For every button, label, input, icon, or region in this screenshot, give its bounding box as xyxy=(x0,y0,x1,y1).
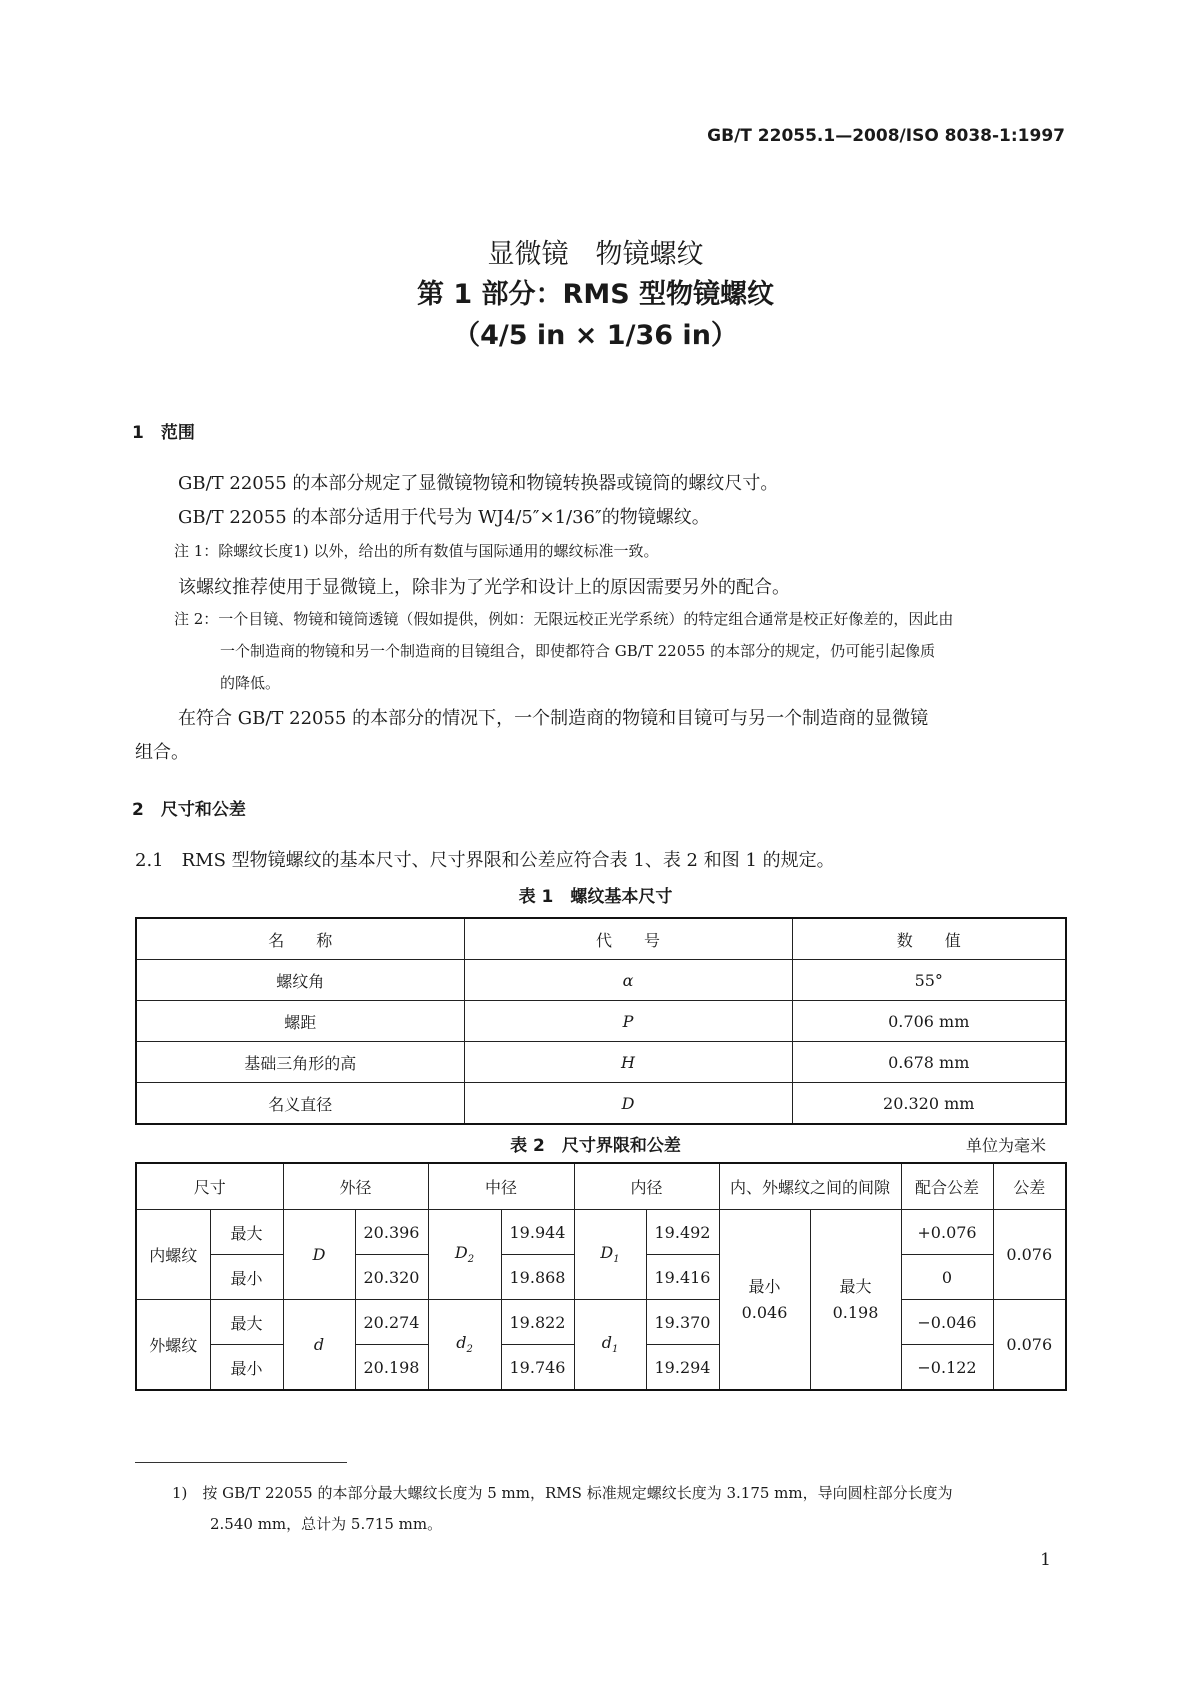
cell: −0.046 xyxy=(901,1300,993,1345)
header-cell: 公差 xyxy=(993,1163,1066,1210)
cell: D xyxy=(464,1083,792,1125)
cell: 名义直径 xyxy=(136,1083,464,1125)
header-cell: 配合公差 xyxy=(901,1163,993,1210)
symbol: $D_2$ xyxy=(428,1210,501,1300)
section-1-heading: 1 范围 xyxy=(132,423,195,443)
header-cell: 中径 xyxy=(428,1163,574,1210)
cell: 螺纹角 xyxy=(136,960,464,1001)
note-1: 注 1：除螺纹长度1) 以外，给出的所有数值与国际通用的螺纹标准一致。 xyxy=(174,542,659,560)
cell: 19.746 xyxy=(501,1345,574,1391)
section-2-heading: 2 尺寸和公差 xyxy=(132,800,246,820)
cell: 20.396 xyxy=(355,1210,428,1255)
cell: 19.868 xyxy=(501,1255,574,1300)
table-header-row xyxy=(136,1163,1066,1210)
cell: 19.944 xyxy=(501,1210,574,1255)
cell: 0.706 mm xyxy=(792,1001,1066,1042)
header-cell: 尺寸 xyxy=(136,1163,283,1210)
value: 0.046 xyxy=(741,1302,788,1322)
paragraph: GB/T 22055 的本部分适用于代号为 WJ4/5″×1/36″的物镜螺纹。 xyxy=(178,507,710,528)
cell: 19.492 xyxy=(646,1210,719,1255)
symbol: $D_1$ xyxy=(574,1210,646,1300)
cell: +0.076 xyxy=(901,1210,993,1255)
table-header-row xyxy=(136,918,1066,960)
header-cell: 数 值 xyxy=(792,918,1066,960)
note-2-cont: 的降低。 xyxy=(220,674,281,692)
cell: 最小 xyxy=(210,1255,283,1300)
cell: 19.416 xyxy=(646,1255,719,1300)
paragraph: GB/T 22055 的本部分规定了显微镜物镜和物镜转换器或镜筒的螺纹尺寸。 xyxy=(178,473,779,494)
note-2-cont: 一个制造商的物镜和另一个制造商的目镜组合，即使都符合 GB/T 22055 的本部分的规定，仍可能引起像质 xyxy=(220,642,936,660)
symbol: D xyxy=(283,1210,355,1300)
note-2: 注 2：一个目镜、物镜和镜筒透镜（假如提供，例如：无限远校正光学系统）的特定组合通常是校正好像差的，因此由 xyxy=(174,610,954,628)
paragraph: 在符合 GB/T 22055 的本部分的情况下，一个制造商的物镜和目镜可与另一个制造商的显微镜 xyxy=(178,708,929,729)
title-line-1: 显微镜 物镜螺纹 xyxy=(487,239,704,270)
row-label: 外螺纹 xyxy=(136,1300,210,1391)
cell: 19.822 xyxy=(501,1300,574,1345)
clearance-max xyxy=(810,1210,901,1391)
cell: 19.370 xyxy=(646,1300,719,1345)
header-cell: 内、外螺纹之间的间隙 xyxy=(719,1163,901,1210)
cell: 20.320 xyxy=(355,1255,428,1300)
table-row xyxy=(136,1083,1066,1125)
symbol: $d_1$ xyxy=(574,1300,646,1391)
page-number: 1 xyxy=(1040,1550,1051,1570)
label: 最小 xyxy=(748,1276,781,1296)
cell: 20.198 xyxy=(355,1345,428,1391)
table-2 xyxy=(135,1162,1067,1391)
table-row xyxy=(136,960,1066,1001)
header-cell: 内径 xyxy=(574,1163,719,1210)
cell: P xyxy=(464,1001,792,1042)
cell: 20.274 xyxy=(355,1300,428,1345)
symbol: $d_2$ xyxy=(428,1300,501,1391)
table-1 xyxy=(135,917,1067,1125)
cell: −0.122 xyxy=(901,1345,993,1391)
cell: 19.294 xyxy=(646,1345,719,1391)
standard-number: GB/T 22055.1—2008/ISO 8038-1:1997 xyxy=(707,126,1065,146)
clause-2-1: 2.1 RMS 型物镜螺纹的基本尺寸、尺寸界限和公差应符合表 1、表 2 和图 1 的规定。 xyxy=(135,850,835,871)
cell: H xyxy=(464,1042,792,1083)
footnote-divider xyxy=(135,1462,347,1463)
header-cell: 名 称 xyxy=(136,918,464,960)
footnote: 1) 按 GB/T 22055 的本部分最大螺纹长度为 5 mm，RMS 标准规定螺纹长度为 3.175 mm，导向圆柱部分长度为 xyxy=(172,1484,953,1502)
title-line-3: （4/5 in × 1/36 in） xyxy=(453,320,738,351)
cell: α xyxy=(464,960,792,1001)
table-row xyxy=(136,1001,1066,1042)
cell: 最大 xyxy=(210,1300,283,1345)
value: 0.198 xyxy=(832,1302,879,1322)
cell: 20.320 mm xyxy=(792,1083,1066,1125)
paragraph-cont: 组合。 xyxy=(135,742,189,763)
label: 最大 xyxy=(839,1276,872,1296)
symbol: d xyxy=(283,1300,355,1391)
row-label: 内螺纹 xyxy=(136,1210,210,1300)
cell: 最大 xyxy=(210,1210,283,1255)
cell: 55° xyxy=(792,960,1066,1001)
cell: 0.076 xyxy=(993,1300,1066,1391)
cell: 0 xyxy=(901,1255,993,1300)
title-line-2: 第 1 部分：RMS 型物镜螺纹 xyxy=(416,279,775,310)
cell: 螺距 xyxy=(136,1001,464,1042)
header-cell: 外径 xyxy=(283,1163,428,1210)
table-2-caption: 表 2 尺寸界限和公差 xyxy=(510,1136,681,1156)
cell: 0.076 xyxy=(993,1210,1066,1300)
footnote-cont: 2.540 mm，总计为 5.715 mm。 xyxy=(210,1515,443,1533)
cell: 0.678 mm xyxy=(792,1042,1066,1083)
table-row xyxy=(136,1042,1066,1083)
table-row xyxy=(136,1210,1066,1255)
table-1-caption: 表 1 螺纹基本尺寸 xyxy=(518,887,673,907)
cell: 最小 xyxy=(210,1345,283,1391)
table-row xyxy=(136,1300,1066,1345)
unit-label: 单位为毫米 xyxy=(965,1136,1046,1155)
paragraph: 该螺纹推荐使用于显微镜上，除非为了光学和设计上的原因需要另外的配合。 xyxy=(178,577,790,598)
cell: 基础三角形的高 xyxy=(136,1042,464,1083)
clearance-min xyxy=(719,1210,810,1391)
header-cell: 代 号 xyxy=(464,918,792,960)
